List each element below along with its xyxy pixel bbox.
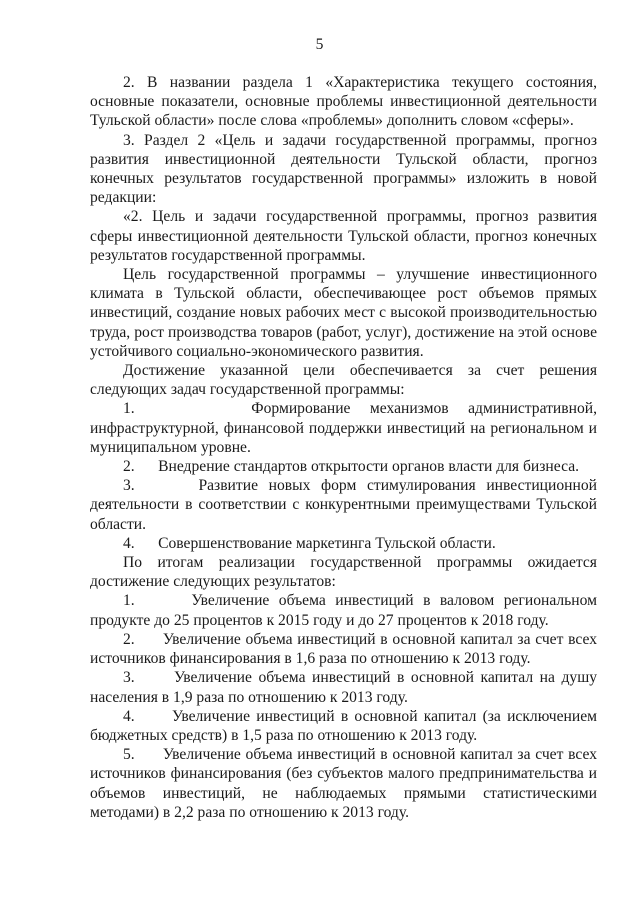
task-item-3: 3. Развитие новых форм стимулирования инвестиционной деятельности в соответствии с конкурентными преимуществами Тульской области. xyxy=(90,477,597,533)
paragraph-results-intro: По итогам реализации государственной программы ожидается достижение следующих результатов: xyxy=(90,554,597,591)
result-item-5: 5. Увеличение объема инвестиций в основной капитал за счет всех источников финансирования (без субъектов малого предпринимательства и объемов инвестиций, не наблюдаемых прямыми статистическими методами) в 2,2 раза по отношению к 2013 году. xyxy=(90,746,597,821)
paragraph-section-2-intro: 3. Раздел 2 «Цель и задачи государственной программы, прогноз развития инвестиционной деятельности Тульской области, прогноз конечных результатов государственной программы» изложить в новой редакции: xyxy=(90,131,597,207)
paragraph-tasks-intro: Достижение указанной цели обеспечивается за счет решения следующих задач государственной программы: xyxy=(90,362,597,399)
page-number: 5 xyxy=(315,36,324,53)
document-body xyxy=(90,73,597,822)
task-item-4: 4. Совершенствование маркетинга Тульской области. xyxy=(123,534,496,552)
task-item-1: 1. Формирование механизмов административной, инфраструктурной, финансовой поддержки инвестиций на региональном и муниципальном уровне. xyxy=(90,400,597,456)
paragraph-program-goal: Цель государственной программы – улучшение инвестиционного климата в Тульской области, обеспечивающее рост объемов прямых инвестиций, создание новых рабочих мест с высокой производительностью труда, рост производства товаров (работ, услуг), достижение на этой основе устойчивого социально-экономического развития. xyxy=(90,266,597,360)
task-item-2: 2. Внедрение стандартов открытости органов власти для бизнеса. xyxy=(123,458,580,476)
paragraph-section-1-rename: 2. В названии раздела 1 «Характеристика текущего состояния, основные показатели, основные проблемы инвестиционной деятельности Тульской области» после слова «проблемы» дополнить словом «сферы». xyxy=(90,74,597,130)
result-item-4: 4. Увеличение инвестиций в основной капитал (за исключением бюджетных средств) в 1,5 раза по отношению к 2013 году. xyxy=(90,707,597,744)
result-item-2: 2. Увеличение объема инвестиций в основной капитал за счет всех источников финансирования в 1,6 раза по отношению к 2013 году. xyxy=(90,630,597,668)
paragraph-section-2-title: «2. Цель и задачи государственной программы, прогноз развития сферы инвестиционной деятельности Тульской области, прогноз конечных результатов государственной программы. xyxy=(90,208,597,264)
result-item-1: 1. Увеличение объема инвестиций в валовом региональном продукте до 25 процентов к 2015 году и до 27 процентов к 2018 году. xyxy=(90,592,597,629)
result-item-3: 3. Увеличение объема инвестиций в основной капитал на душу населения в 1,9 раза по отношению к 2013 году. xyxy=(90,669,597,706)
